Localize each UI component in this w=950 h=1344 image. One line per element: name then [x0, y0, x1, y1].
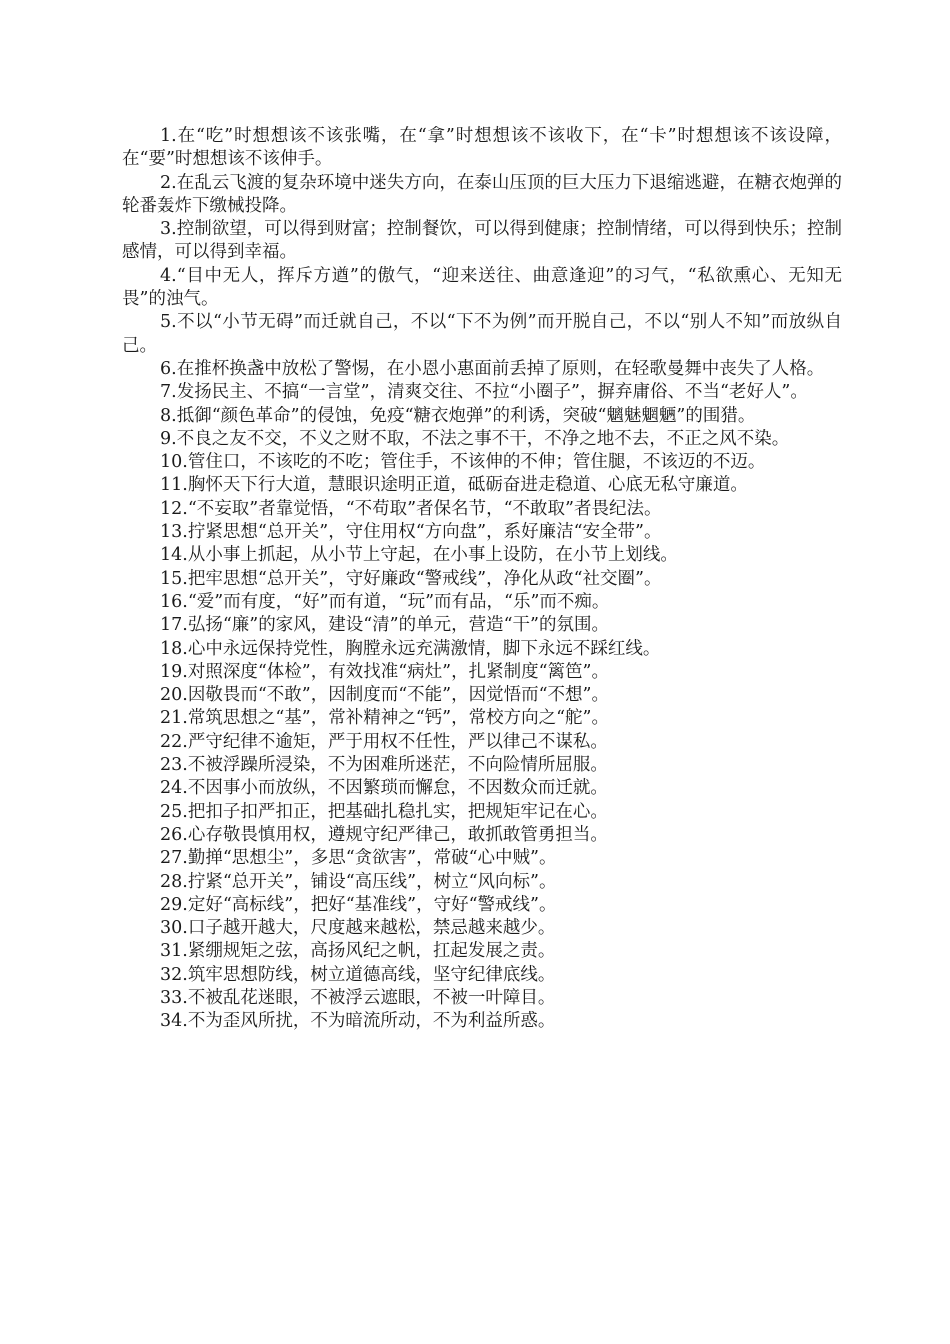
list-item: 5.不以“小节无碍”而迁就自己，不以“下不为例”而开脱自己，不以“别人不知”而放纵自己。	[122, 312, 842, 356]
list-item: 34.不为歪风所扰，不为暗流所动，不为利益所惑。	[160, 1011, 556, 1032]
list-item: 10.管住口，不该吃的不吃；管住手，不该伸的不伸；管住腿，不该迈的不迈。	[160, 452, 766, 473]
list-item: 13.拧紧思想“总开关”，守住用权“方向盘”，系好廉洁“安全带”。	[160, 522, 662, 543]
list-item: 16.“爱”而有度，“好”而有道，“玩”而有品，“乐”而不痴。	[160, 591, 610, 612]
list-item: 24.不因事小而放纵，不因繁琐而懈怠，不因数众而迁就。	[160, 778, 608, 799]
list-item: 12.“不妄取”者靠觉悟，“不苟取”者保名节，“不敢取”者畏纪法。	[160, 498, 662, 519]
list-item: 14.从小事上抓起，从小节上守起，在小事上设防，在小节上划线。	[160, 545, 678, 566]
list-item: 20.因敬畏而“不敢”，因制度而“不能”，因觉悟而“不想”。	[160, 685, 610, 706]
list-item: 18.心中永远保持党性，胸膛永远充满激情，脚下永远不踩红线。	[160, 638, 661, 659]
list-item: 7.发扬民主、不搞“一言堂”，清爽交往、不拉“小圈子”，摒弃庸俗、不当“老好人”。	[160, 382, 808, 403]
list-item: 29.定好“高标线”，把好“基准线”，守好“警戒线”。	[160, 894, 557, 915]
list-item: 3.控制欲望，可以得到财富；控制餐饮，可以得到健康；控制情绪，可以得到快乐；控制感情，可以得到幸福。	[122, 219, 842, 263]
document-body	[122, 125, 842, 1034]
list-item: 21.常筑思想之“基”，常补精神之“钙”，常校方向之“舵”。	[160, 708, 610, 729]
list-item: 6.在推杯换盏中放松了警惕，在小恩小惠面前丢掉了原则，在轻歌曼舞中丧失了人格。	[160, 358, 825, 379]
list-item: 9.不良之友不交，不义之财不取，不法之事不干，不净之地不去，不正之风不染。	[160, 428, 790, 449]
list-item: 1.在“吃”时想想该不该张嘴，在“拿”时想想该不该收下，在“卡”时想想该不该设障，在“要”时想想该不该伸手。	[122, 126, 842, 170]
list-item: 22.严守纪律不逾矩，严于用权不任性，严以律己不谋私。	[160, 731, 608, 752]
list-item: 31.紧绷规矩之弦，高扬风纪之帆，扛起发展之责。	[160, 941, 556, 962]
list-item: 32.筑牢思想防线，树立道德高线，坚守纪律底线。	[160, 964, 556, 985]
list-item: 28.拧紧“总开关”，铺设“高压线”，树立“风向标”。	[160, 871, 557, 892]
list-item: 23.不被浮躁所浸染，不为困难所迷茫，不向险情所屈服。	[160, 755, 608, 776]
list-item: 2.在乱云飞渡的复杂环境中迷失方向，在泰山压顶的巨大压力下退缩逃避，在糖衣炮弹的轮番轰炸下缴械投降。	[122, 172, 842, 216]
list-item: 26.心存敬畏慎用权，遵规守纪严律己，敢抓敢管勇担当。	[160, 824, 608, 845]
list-item: 8.抵御“颜色革命”的侵蚀，免疫“糖衣炮弹”的利诱，突破“魑魅魍魉”的围猎。	[160, 405, 756, 426]
list-item: 30.口子越开越大，尺度越来越松，禁忌越来越少。	[160, 918, 556, 939]
list-item: 25.把扣子扣严扣正，把基础扎稳扎实，把规矩牢记在心。	[160, 801, 608, 822]
list-item: 4.“目中无人，挥斥方遒”的傲气，“迎来送往、曲意逢迎”的习气，“私欲熏心、无知无畏”的浊气。	[122, 265, 842, 310]
list-item: 17.弘扬“廉”的家风，建设“清”的单元，营造“干”的氛围。	[160, 615, 610, 636]
list-item: 19.对照深度“体检”，有效找准“病灶”，扎紧制度“篱笆”。	[160, 661, 610, 682]
list-item: 11.胸怀天下行大道，慧眼识途明正道，砥砺奋进走稳道、心底无私守廉道。	[160, 475, 748, 496]
list-item: 33.不被乱花迷眼，不被浮云遮眼，不被一叶障目。	[160, 987, 556, 1008]
list-item: 15.把牢思想“总开关”，守好廉政“警戒线”，净化从政“社交圈”。	[160, 568, 662, 589]
list-item: 27.勤掸“思想尘”，多思“贪欲害”，常破“心中贼”。	[160, 848, 557, 869]
